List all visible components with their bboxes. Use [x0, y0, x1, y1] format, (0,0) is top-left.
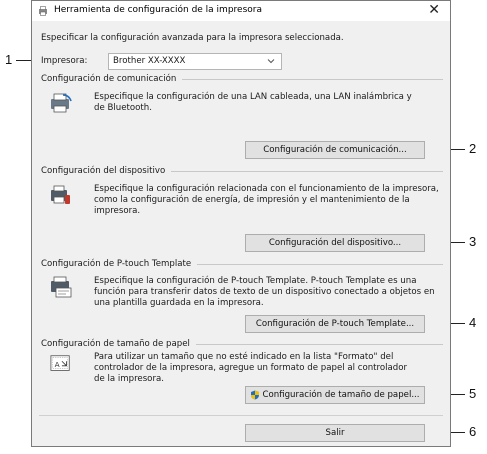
- callout-6: 6: [469, 424, 477, 439]
- communication-heading: Configuración de comunicación: [41, 74, 182, 85]
- exit-button[interactable]: Salir: [245, 424, 425, 442]
- window-title: Herramienta de configuración de la impresora: [54, 5, 262, 15]
- template-settings-button[interactable]: Configuración de P-touch Template...: [245, 315, 425, 333]
- printer-select[interactable]: [108, 53, 282, 70]
- communication-settings-button[interactable]: Configuración de comunicación...: [245, 141, 425, 159]
- communication-description: Especifique la configuración de una LAN cableada, una LAN inalámbrica y de Bluetooth.: [94, 92, 412, 113]
- paper-size-icon: [49, 353, 73, 375]
- device-heading: Configuración del dispositivo: [41, 166, 171, 177]
- printer-template-icon: [49, 275, 73, 299]
- close-icon[interactable]: ✕: [428, 2, 440, 18]
- template-heading: Configuración de P-touch Template: [41, 259, 197, 270]
- paper-description: Para utilizar un tamaño que no esté indicado en la lista "Formato" del controlador de la impresora, agregue un formato de papel al controlador de la impresora.: [94, 352, 408, 384]
- title-bar: [32, 1, 450, 21]
- printer-network-icon: [49, 91, 73, 115]
- chevron-down-icon: [267, 57, 275, 65]
- template-description: Especifique la configuración de P-touch Template. P-touch Template es una función para transferir datos de texto de un dispositivo conectado a objetos en una plantilla guardada en la impresora.: [94, 276, 435, 308]
- callout-2: 2: [469, 141, 477, 156]
- printer-app-icon: [38, 6, 48, 16]
- paper-heading: Configuración de tamaño de papel: [41, 339, 196, 350]
- device-description: Especifique la configuración relacionada con el funcionamiento de la impresora, como la configuración de energía, de impresión y el mantenimiento de la impresora.: [94, 184, 439, 216]
- callout-1: 1: [5, 52, 13, 67]
- printer-label: Impresora:: [41, 56, 88, 66]
- footer-divider: [39, 415, 443, 416]
- shield-icon: [250, 390, 260, 400]
- paper-size-settings-label: Configuración de tamaño de papel...: [262, 390, 420, 400]
- printer-settings-dialog: [31, 0, 451, 447]
- printer-tools-icon: [49, 183, 73, 207]
- callout-4: 4: [469, 315, 477, 330]
- intro-text: Especificar la configuración avanzada para la impresora seleccionada.: [41, 33, 344, 43]
- svg-text:A: A: [54, 359, 60, 369]
- callout-3: 3: [469, 234, 477, 249]
- paper-size-settings-button[interactable]: [245, 386, 425, 404]
- callout-5: 5: [469, 386, 477, 401]
- printer-select-value: Brother XX-XXXX: [113, 56, 186, 66]
- device-settings-button[interactable]: Configuración del dispositivo...: [245, 234, 425, 252]
